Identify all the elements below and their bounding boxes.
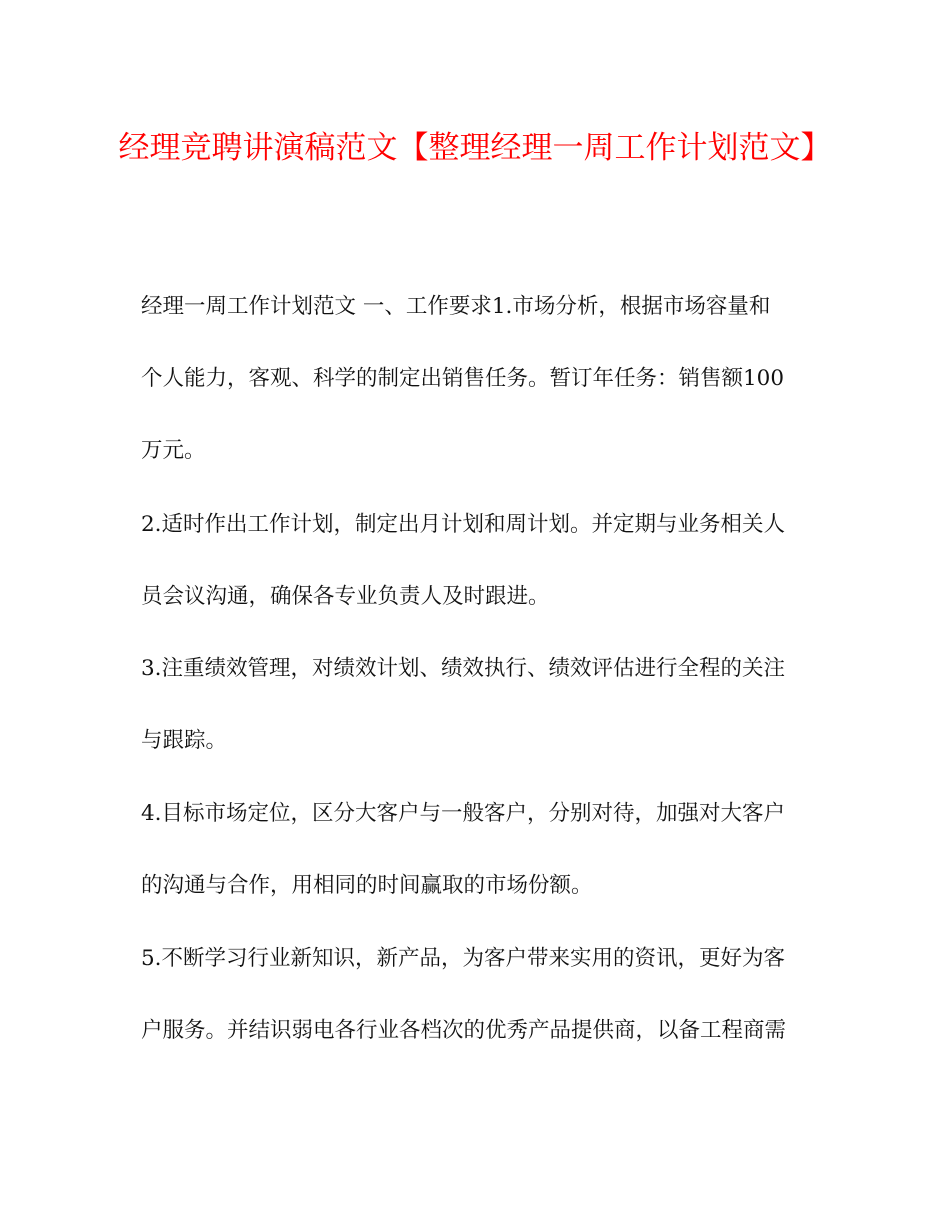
body-line: 的沟通与合作，用相同的时间赢取的市场份额。	[141, 873, 593, 898]
body-line: 4.目标市场定位，区分大客户与一般客户，分别对待，加强对大客户	[141, 801, 786, 826]
body-line: 万元。	[141, 438, 206, 463]
body-line: 经理一周工作计划范文 一、工作要求1.市场分析，根据市场容量和	[141, 294, 771, 319]
body-line: 员会议沟通，确保各专业负责人及时跟进。	[141, 584, 550, 609]
body-line: 与跟踪。	[141, 728, 228, 753]
body-line: 2.适时作出工作计划，制定出月计划和周计划。并定期与业务相关人	[141, 512, 786, 537]
document-title: 经理竞聘讲演稿范文【整理经理一周工作计划范文】	[118, 130, 832, 166]
body-line: 户服务。并结识弱电各行业各档次的优秀产品提供商，以备工程商需	[141, 1018, 787, 1043]
body-line: 3.注重绩效管理，对绩效计划、绩效执行、绩效评估进行全程的关注	[141, 656, 786, 681]
body-line: 个人能力，客观、科学的制定出销售任务。暂订年任务：销售额100	[141, 366, 785, 391]
body-line: 5.不断学习行业新知识，新产品，为客户带来实用的资讯，更好为客	[141, 946, 786, 971]
